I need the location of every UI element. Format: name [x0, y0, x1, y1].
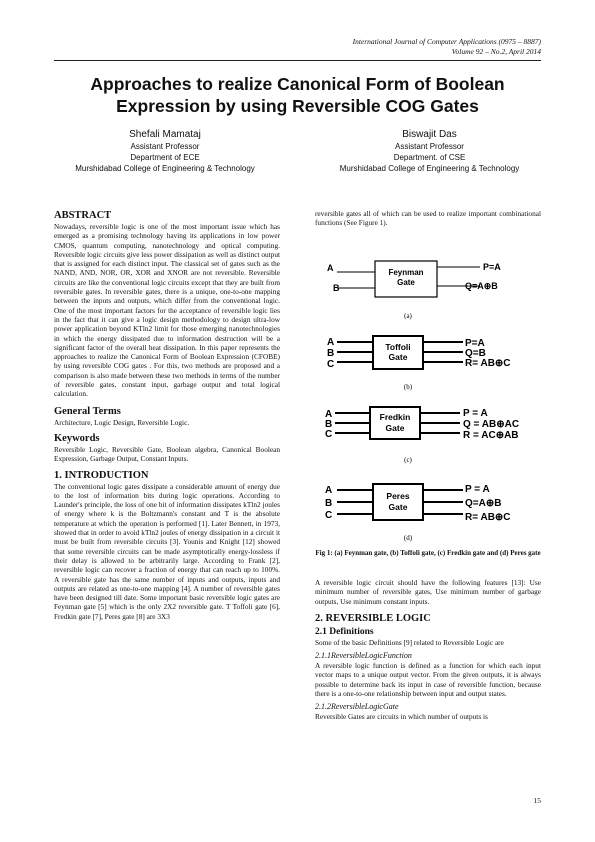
right-intro-text: reversible gates all of which can be used to realize important combinational functions (See Figure 1).	[315, 209, 541, 228]
header-rule	[54, 60, 541, 61]
author-name: Biswajit Das	[402, 129, 457, 140]
toffoli-name-2: Gate	[388, 352, 408, 362]
toffoli-output-r: R= AB⊕C	[465, 358, 511, 369]
author-dept: Department. of CSE	[393, 153, 466, 162]
peres-name-2: Gate	[388, 502, 408, 512]
toffoli-gate-diagram	[327, 336, 511, 391]
introduction-heading: 1. INTRODUCTION	[54, 469, 149, 481]
peres-output-r: R= AB⊕C	[465, 512, 511, 523]
label-c: (c)	[404, 456, 412, 464]
section-2-heading: 2. REVERSIBLE LOGIC	[315, 612, 431, 624]
journal-header	[353, 37, 541, 57]
def-2-text: Reversible Gates are circuits in which number of outputs is	[315, 712, 488, 722]
author-2	[312, 128, 547, 174]
author-role: Assistant Professor	[395, 142, 464, 151]
right-column-top	[315, 209, 541, 228]
general-terms-heading: General Terms	[54, 405, 121, 417]
toffoli-name: Toffoli	[385, 342, 411, 352]
fredkin-name-2: Gate	[385, 423, 405, 433]
section-2-1-heading: 2.1 Definitions	[315, 626, 374, 637]
title-line-2: Expression by using Reversible COG Gates	[116, 96, 479, 116]
title-line-1: Approaches to realize Canonical Form of Boolean	[90, 74, 505, 94]
author-college: Murshidabad College of Engineering & Technology	[75, 164, 255, 173]
feynman-output-q: Q=A⊕B	[465, 281, 498, 291]
def-1-text: A reversible logic function is defined as a function for which each input vector maps to a unique output vector. From the given outputs, it is always possible to determine back its input in case of reversible function, because there is a one-to-one relationship between input and output states.	[315, 661, 541, 699]
label-d: (d)	[403, 534, 413, 542]
author-name: Shefali Mamataj	[129, 129, 201, 140]
keywords-text: Reversible Logic, Reversible Gate, Boolean algebra, Canonical Boolean Expression, Garbage Output, Constant Inputs.	[54, 444, 280, 464]
author-1	[50, 128, 280, 174]
left-column	[54, 210, 280, 621]
fredkin-gate-diagram	[325, 407, 519, 464]
toffoli-input-c: C	[327, 359, 335, 370]
abstract-heading: ABSTRACT	[54, 210, 112, 221]
fredkin-output-q: Q = AB⊕AC	[463, 419, 520, 430]
feynman-input-b: B	[333, 283, 340, 293]
feynman-gate-diagram	[327, 261, 501, 320]
toffoli-input-a: A	[327, 337, 335, 348]
journal-name: International Journal of Computer Applications (0975 – 8887)	[352, 37, 541, 46]
feynman-input-a: A	[327, 263, 334, 273]
introduction-text: The conventional logic gates dissipate a considerable amount of energy due to the lost of information bits during logic operations. According to Launder's principle, the loss of one bit of information dissipates kTln2 joules of energy where k is the Boltzmann's constant and T is the absolute temperature at which the operation is performed [1]. Later Bennett, in 1973, showed that in order to avoid kTln2 joules of energy dissipation in a circuit it must be built from reversible circuits [3]. Younis and Knight [12] showed that some reversible circuits can be made asymptotically energy-lossless if their delay is allowed to be arbitrarily large. According to Frank [2], reversible logic can recover a fraction of energy that can reach up to 100%. A reversible gate has the same number of inputs and outputs, inputs and outputs are related as one-to-one mapping [4]. A number of reversible gates have been designed till date. Some important basic reversible logic gates are Feynman gate [5] which is the only 2X2 reversible gate. T Toffoli gate [6], Fredkin gate [7], Peres gate [8] are 3X3	[54, 481, 280, 621]
fredkin-name: Fredkin	[379, 412, 411, 422]
label-b: (b)	[403, 383, 413, 391]
figure-caption: Fig 1: (a) Feynman gate, (b) Toffoli gate, (c) Fredkin gate and (d) Peres gate	[315, 549, 541, 557]
author-role: Assistant Professor	[130, 142, 200, 151]
feynman-name-2: Gate	[397, 278, 415, 287]
paper-title	[40, 73, 555, 117]
author-dept: Department of ECE	[130, 153, 200, 162]
fredkin-output-r: R = AC⊕AB	[463, 430, 519, 441]
def-1-heading: 2.1.1ReversibleLogicFunction	[315, 651, 412, 661]
author-college: Murshidabad College of Engineering & Technology	[339, 164, 520, 173]
general-terms-text: Architecture, Logic Design, Reversible Logic.	[54, 417, 190, 427]
feynman-output-p: P=A	[483, 262, 501, 272]
page-number: 15	[533, 796, 541, 805]
peres-output-p: P = A	[465, 484, 490, 495]
abstract-text: Nowadays, reversible logic is one of the most important issue which has emerged as a promising technology having its applications in low power CMOS, quantum computing, nanotechnology and optical computing. Reversible logic circuits give less power dissipation as well as distinct output that is assigned for each distinct input. The classical set of gates such as the NAND, AND, NOR, OR, XOR and XNOR are not reversible. Reversible circuits are like the conventional logic circuits except that they are built from reversible gates. In reversible gates, there is a unique, one-to-one mapping between the inputs and outputs, which differ from the conventional logic. One of the most important factors for the acceptance of reversible logic lies in the fact that it can give a logic design methodology to design ultra-low power application beyond KTln2 limit for those emerging nanotechnologies in which the energy dissipated due to information destruction will be a significant factor of the overall heat dissipation. In this paper represents the approaches to realize the Canonical Form of Boolean Expression (CFOBE) by using reversible COG gates . For this, two methods are proposed and a comparison is also made between these two methods in terms of the number of reversible gates, constant input, garbage output and total logical calculation.	[54, 222, 280, 399]
label-a: (a)	[404, 312, 412, 320]
toffoli-output-p: P=A	[465, 338, 485, 349]
toffoli-output-q: Q=B	[465, 348, 486, 359]
fredkin-output-p: P = A	[463, 408, 488, 419]
peres-gate-diagram	[325, 484, 511, 542]
fredkin-input-b: B	[325, 419, 333, 430]
right-column-bottom	[315, 578, 541, 722]
peres-output-q: Q=A⊕B	[465, 498, 502, 509]
peres-input-a: A	[325, 485, 333, 496]
toffoli-input-b: B	[327, 348, 335, 359]
feynman-name: Feynman	[388, 268, 424, 277]
peres-input-c: C	[325, 510, 333, 521]
journal-volume: Volume 92 – No.2, April 2014	[451, 47, 541, 56]
def-2-heading: 2.1.2ReversibleLogicGate	[315, 702, 399, 712]
fredkin-input-a: A	[325, 409, 333, 420]
figure-1-reversible-gates	[315, 250, 541, 568]
peres-name: Peres	[386, 491, 410, 501]
peres-input-b: B	[325, 498, 333, 509]
section-2-1-intro: Some of the basic Definitions [9] related to Reversible Logic are	[315, 637, 504, 647]
fredkin-input-c: C	[325, 429, 333, 440]
keywords-heading: Keywords	[54, 432, 100, 444]
features-text: A reversible logic circuit should have the following features [13]: Use minimum number of reversible gates, Use minimum number of garbage outputs, Use minimum constant inputs.	[315, 578, 541, 606]
